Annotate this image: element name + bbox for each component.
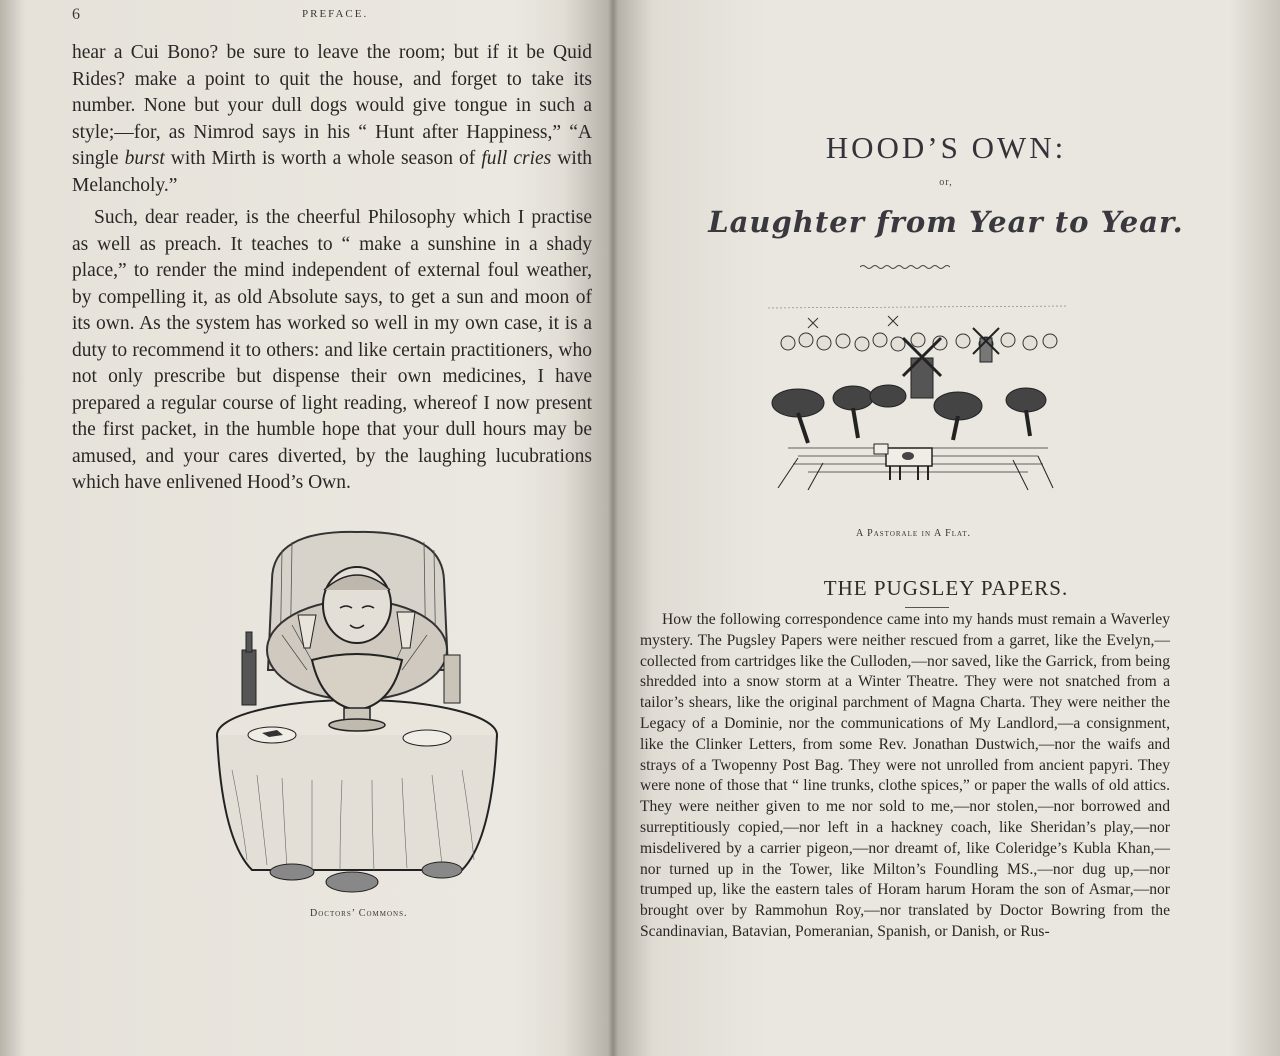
doctors-commons-caption: Doctors’ Commons. bbox=[310, 908, 408, 919]
title-or: or, bbox=[939, 177, 953, 188]
italic-burst: burst bbox=[124, 148, 165, 169]
preface-text bbox=[72, 40, 592, 497]
doctors-commons-illustration bbox=[212, 520, 502, 900]
page-number: 6 bbox=[72, 6, 80, 23]
section-heading: THE PUGSLEY PAPERS. bbox=[823, 576, 1069, 600]
left-page bbox=[0, 0, 610, 1056]
pastorale-caption: A Pastorale in A Flat. bbox=[856, 528, 972, 539]
running-title: PREFACE. bbox=[302, 8, 369, 20]
pugsley-text bbox=[640, 610, 1170, 943]
book-title: HOOD’S OWN: bbox=[825, 130, 1067, 165]
paragraph-text: with Melancholy.” bbox=[72, 148, 592, 196]
preface-paragraph-1 bbox=[72, 40, 592, 199]
heading-rule bbox=[905, 607, 949, 608]
book-subtitle: Laughter from Year to Year. bbox=[708, 205, 1184, 239]
italic-full-cries: full cries bbox=[481, 148, 552, 169]
running-head bbox=[72, 6, 592, 30]
pastorale-illustration bbox=[768, 298, 1068, 498]
right-page bbox=[612, 0, 1280, 1056]
decorative-rule bbox=[860, 258, 950, 276]
paragraph-text: hear a Cui Bono? be sure to leave the room; but if it be Quid Rides? make a point to quit the house, and forget to take its number. None but your dull dogs would give tongue in such a style;—for, as Nimrod says in his “ Hunt after Happiness,” “A single bbox=[72, 42, 592, 169]
paragraph-text: with Mirth is worth a whole season of bbox=[164, 148, 482, 169]
pugsley-paragraph: How the following correspondence came into my hands must remain a Waverley mystery. The Pugsley Papers were neither rescued from a garret, like the Evelyn,—collected from cartridges like the Culloden,—nor saved, like the Garrick, from being shredded into a snow storm at a Winter Theatre. They were not snatched from a tailor’s shears, like the original parchment of Magna Charta. They were neither the Legacy of a Dominie, nor the communications of My Landlord,—a consignment, like the Clinker Letters, from some Rev. Jonathan Dustwich,—nor the waifs and strays of a Twopenny Post Bag. They were not unrolled from ancient papyri. They were none of those that “ line trunks, clothe spices,” or paper the walls of old attics. They were neither given to me nor sold to me,—nor stolen,—nor borrowed and surreptitiously copied,—nor left in a hackney coach, like Sheridan’s play,—nor misdelivered by a carrier pigeon,—nor dreamt of, like Coleridge’s Kubla Khan,—nor turned up in the Tower, like Milton’s Foundling MS.,—nor dug up,—nor trumped up, like the eastern tales of Horam harum Horam the son of Asmar,—nor brought over by Rammohun Roy,—nor translated by Doctor Bowring from the Scandinavian, Batavian, Pomeranian, Spanish, or Danish, or Rus- bbox=[640, 611, 1170, 940]
preface-paragraph-2: Such, dear reader, is the cheerful Philosophy which I practise as well as preach. It teaches to “ make a sunshine in a shady place,” to render the mind independent of external foul weather, by compelling it, as old Absolute says, to get a sun and moon of its own. As the system has worked so well in my own case, it is a duty to recommend it to others: and like certain practitioners, who not only prescribe but dispense their own medicines, I have prepared a regular course of light reading, whereof I now present the first packet, in the humble hope that your dull hours may be amused, and your cares diverted, by the laughing lucubrations which have enlivened Hood’s Own. bbox=[72, 207, 592, 493]
